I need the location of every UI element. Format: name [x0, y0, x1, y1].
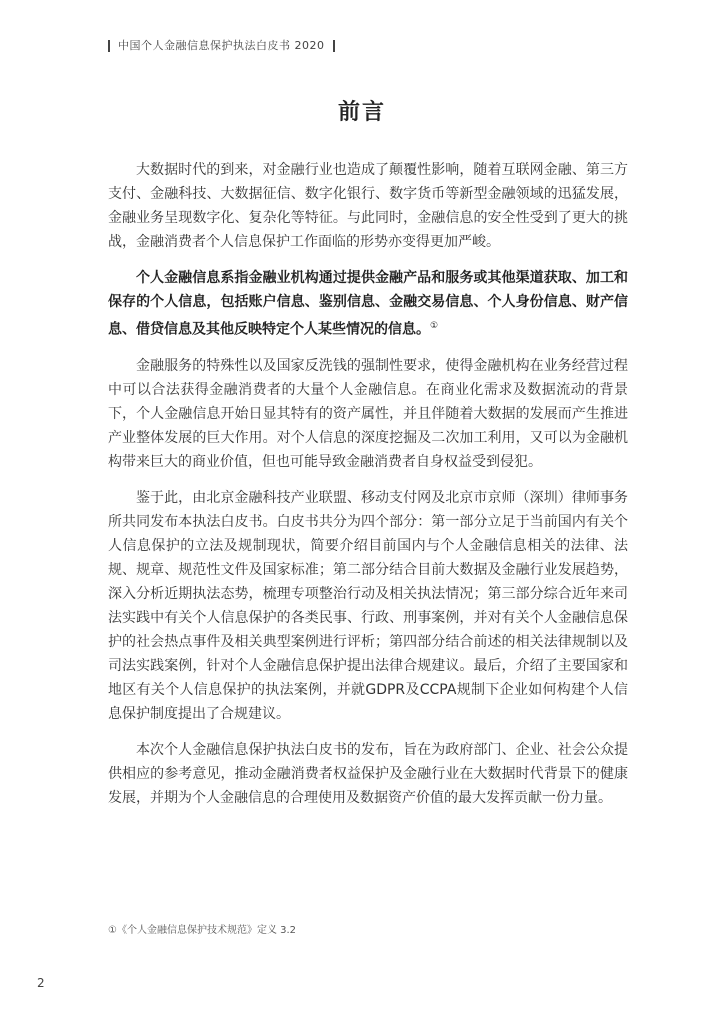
footnote-marker: ① [430, 321, 439, 331]
main-content [108, 158, 628, 822]
header-right-bar [333, 40, 335, 52]
paragraph-definition [108, 266, 628, 342]
running-title: 中国个人金融信息保护执法白皮书 2020 [118, 39, 325, 52]
paragraph-intro: 大数据时代的到来，对金融行业也造成了颠覆性影响，随着互联网金融、第三方支付、金融科技、大数据征信、数字化银行、数字货币等新型金融领域的迅猛发展，金融业务呈现数字化、复杂化等特征。与此同时，金融信息的安全性受到了更大的挑战，金融消费者个人信息保护工作面临的形势亦变得更加严峻。 [108, 162, 628, 250]
footnote: ①《个人金融信息保护技术规范》定义 3.2 [108, 925, 297, 936]
definition-text: 个人金融信息系指金融业机构通过提供金融产品和服务或其他渠道获取、加工和保存的个人信息，包括账户信息、鉴别信息、金融交易信息、个人身份信息、财产信息、借贷信息及其他反映特定个人某些情况的信息。 [108, 270, 628, 338]
paragraph-structure: 鉴于此，由北京金融科技产业联盟、移动支付网及北京市京师（深圳）律师事务所共同发布本执法白皮书。白皮书共分为四个部分：第一部分立足于当前国内有关个人信息保护的立法及规制现状，简要介绍目前国内与个人金融信息相关的法律、法规、规章、规范性文件及国家标准；第二部分结合目前大数据及金融行业发展趋势，深入分析近期执法态势，梳理专项整治行动及相关执法情况；第三部分综合近年来司法实践中有关个人信息保护的各类民事、行政、刑事案例，并对有关个人金融信息保护的社会热点事件及相关典型案例进行评析；第四部分结合前述的相关法律规制以及司法实践案例，针对个人金融信息保护提出法律合规建议。最后，介绍了主要国家和地区有关个人信息保护的执法案例，并就GDPR及CCPA规制下企业如何构建个人信息保护制度提出了合规建议。 [108, 489, 628, 722]
running-header [108, 37, 343, 53]
header-left-bar [108, 40, 110, 52]
paragraph-purpose: 本次个人金融信息保护执法白皮书的发布，旨在为政府部门、企业、社会公众提供相应的参考意见，推动金融消费者权益保护及金融行业在大数据时代背景下的健康发展，并期为个人金融信息的合理使用及数据资产价值的最大发挥贡献一份力量。 [108, 741, 628, 806]
paragraph-background: 金融服务的特殊性以及国家反洗钱的强制性要求，使得金融机构在业务经营过程中可以合法获得金融消费者的大量个人金融信息。在商业化需求及数据流动的背景下，个人金融信息开始日显其特有的资产属性，并且伴随着大数据的发展而产生推进产业整体发展的巨大作用。对个人信息的深度挖掘及二次加工利用，又可以为金融机构带来巨大的商业价值，但也可能导致金融消费者自身权益受到侵犯。 [108, 357, 628, 470]
page-number: 2 [37, 976, 45, 990]
page-title: 前言 [337, 100, 386, 125]
